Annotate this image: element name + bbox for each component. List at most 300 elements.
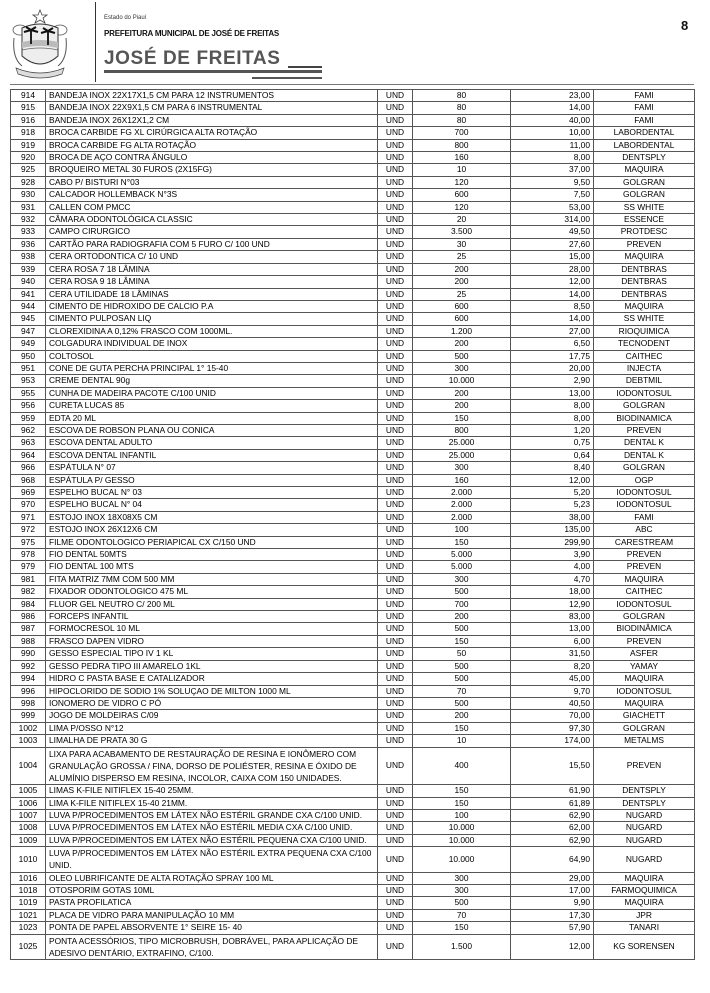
item-brand: PREVEN <box>594 635 695 647</box>
item-brand: NUGARD <box>594 809 695 821</box>
item-brand: LABORDENTAL <box>594 127 695 139</box>
table-row <box>11 102 695 114</box>
item-unit: UND <box>378 226 413 238</box>
item-unit: UND <box>378 797 413 809</box>
item-brand: GOLGRAN <box>594 400 695 412</box>
item-brand: BIODINÂMICA <box>594 623 695 635</box>
item-brand: MAQUIRA <box>594 673 695 685</box>
item-brand: BIODINAMICA <box>594 412 695 424</box>
item-unit: UND <box>378 660 413 672</box>
item-unit: UND <box>378 673 413 685</box>
table-row <box>11 189 695 201</box>
item-quantity: 600 <box>413 189 511 201</box>
item-price: 40,00 <box>511 114 594 126</box>
item-quantity: 800 <box>413 139 511 151</box>
table-row <box>11 598 695 610</box>
table-row <box>11 822 695 834</box>
item-number: 944 <box>11 300 46 312</box>
item-unit: UND <box>378 90 413 102</box>
item-description: GESSO PEDRA TIPO III AMARELO 1KL <box>46 660 378 672</box>
item-unit: UND <box>378 922 413 934</box>
item-description: FIXADOR ODONTOLOGICO 475 ML <box>46 586 378 598</box>
table-row <box>11 387 695 399</box>
item-number: 941 <box>11 288 46 300</box>
item-price: 45,00 <box>511 673 594 685</box>
item-quantity: 5.000 <box>413 561 511 573</box>
item-description: CLOREXIDINA A 0,12% FRASCO COM 1000ML. <box>46 325 378 337</box>
item-brand: TANARI <box>594 922 695 934</box>
item-description: BROCA CARBIDE FG ALTA ROTAÇÃO <box>46 139 378 151</box>
item-number: 925 <box>11 164 46 176</box>
table-row <box>11 934 695 959</box>
item-number: 1019 <box>11 897 46 909</box>
table-row <box>11 214 695 226</box>
item-number: 986 <box>11 611 46 623</box>
item-unit: UND <box>378 214 413 226</box>
item-description: OTOSPORIM GOTAS 10ML <box>46 884 378 896</box>
item-brand: IODONTOSUL <box>594 685 695 697</box>
item-unit: UND <box>378 139 413 151</box>
item-price: 49,50 <box>511 226 594 238</box>
item-description: PONTA DE PAPEL ABSORVENTE 1° SEIRE 15- 40 <box>46 922 378 934</box>
item-brand: FAMI <box>594 114 695 126</box>
item-price: 38,00 <box>511 511 594 523</box>
table-row <box>11 922 695 934</box>
item-number: 1007 <box>11 809 46 821</box>
item-unit: UND <box>378 474 413 486</box>
item-brand: PREVEN <box>594 549 695 561</box>
item-number: 951 <box>11 362 46 374</box>
table-row <box>11 474 695 486</box>
item-brand: ASFER <box>594 648 695 660</box>
item-price: 1,20 <box>511 424 594 436</box>
item-price: 12,00 <box>511 474 594 486</box>
item-quantity: 2.000 <box>413 487 511 499</box>
item-brand: GOLGRAN <box>594 462 695 474</box>
city-title: JOSÉ DE FREITAS <box>104 48 281 69</box>
state-label: Estado do Piauí <box>104 15 147 21</box>
item-price: 15,50 <box>511 747 594 785</box>
item-price: 6,50 <box>511 338 594 350</box>
item-brand: FARMOQUIMICA <box>594 884 695 896</box>
item-price: 17,30 <box>511 909 594 921</box>
item-brand: SS WHITE <box>594 313 695 325</box>
item-description: LIMA P/OSSO N°12 <box>46 722 378 734</box>
item-price: 0,64 <box>511 449 594 461</box>
item-quantity: 150 <box>413 797 511 809</box>
table-row <box>11 511 695 523</box>
table-row <box>11 797 695 809</box>
item-brand: IODONTOSUL <box>594 387 695 399</box>
item-unit: UND <box>378 611 413 623</box>
item-description: GESSO ESPECIAL TIPO IV 1 KL <box>46 648 378 660</box>
table-row <box>11 325 695 337</box>
item-unit: UND <box>378 387 413 399</box>
item-brand: PROTDESC <box>594 226 695 238</box>
item-price: 83,00 <box>511 611 594 623</box>
item-quantity: 2.000 <box>413 499 511 511</box>
item-price: 13,00 <box>511 387 594 399</box>
item-price: 12,90 <box>511 598 594 610</box>
item-description: ESTOJO INOX 18X08X5 CM <box>46 511 378 523</box>
item-price: 9,50 <box>511 176 594 188</box>
item-price: 11,00 <box>511 139 594 151</box>
item-price: 299,90 <box>511 536 594 548</box>
item-quantity: 120 <box>413 201 511 213</box>
item-quantity: 160 <box>413 474 511 486</box>
item-quantity: 200 <box>413 338 511 350</box>
table-row <box>11 809 695 821</box>
item-number: 992 <box>11 660 46 672</box>
item-description: ESPELHO BUCAL N° 03 <box>46 487 378 499</box>
item-unit: UND <box>378 598 413 610</box>
item-unit: UND <box>378 710 413 722</box>
item-price: 17,00 <box>511 884 594 896</box>
table-row <box>11 536 695 548</box>
item-description: COLTOSOL <box>46 350 378 362</box>
table-row <box>11 139 695 151</box>
item-number: 987 <box>11 623 46 635</box>
item-description: CURETA LUCAS 85 <box>46 400 378 412</box>
table-row <box>11 611 695 623</box>
item-description: BANDEJA INOX 26X12X1,2 CM <box>46 114 378 126</box>
prefecture-title: PREFEITURA MUNICIPAL DE JOSÉ DE FREITAS <box>104 29 280 38</box>
header-rule <box>10 84 694 85</box>
item-quantity: 150 <box>413 722 511 734</box>
item-price: 37,00 <box>511 164 594 176</box>
item-brand: NUGARD <box>594 822 695 834</box>
item-price: 29,00 <box>511 872 594 884</box>
table-row <box>11 697 695 709</box>
item-unit: UND <box>378 350 413 362</box>
table-row <box>11 586 695 598</box>
item-unit: UND <box>378 747 413 785</box>
item-quantity: 200 <box>413 276 511 288</box>
item-brand: MAQUIRA <box>594 164 695 176</box>
table-row <box>11 201 695 213</box>
item-quantity: 10.000 <box>413 847 511 872</box>
item-unit: UND <box>378 114 413 126</box>
item-description: COLGADURA INDIVIDUAL DE INOX <box>46 338 378 350</box>
item-number: 990 <box>11 648 46 660</box>
item-price: 4,70 <box>511 573 594 585</box>
item-unit: UND <box>378 176 413 188</box>
item-quantity: 120 <box>413 176 511 188</box>
item-unit: UND <box>378 127 413 139</box>
item-price: 8,00 <box>511 412 594 424</box>
item-number: 970 <box>11 499 46 511</box>
table-row <box>11 424 695 436</box>
table-row <box>11 561 695 573</box>
item-description: FIO DENTAL 50MTS <box>46 549 378 561</box>
table-row <box>11 660 695 672</box>
item-number: 1016 <box>11 872 46 884</box>
item-quantity: 300 <box>413 884 511 896</box>
item-number: 963 <box>11 437 46 449</box>
table-row <box>11 313 695 325</box>
table-row <box>11 176 695 188</box>
item-price: 31,50 <box>511 648 594 660</box>
item-number: 1018 <box>11 884 46 896</box>
item-description: CARTÃO PARA RADIOGRAFIA COM 5 FURO C/ 100 UND <box>46 238 378 250</box>
item-number: 1006 <box>11 797 46 809</box>
item-price: 97,30 <box>511 722 594 734</box>
item-unit: UND <box>378 872 413 884</box>
item-number: 953 <box>11 375 46 387</box>
item-number: 981 <box>11 573 46 585</box>
item-price: 9,70 <box>511 685 594 697</box>
item-brand: JPR <box>594 909 695 921</box>
item-description: CERA ROSA 7 18 LÂMINA <box>46 263 378 275</box>
item-description: CREME DENTAL 90g <box>46 375 378 387</box>
item-description: PONTA ACESSÓRIOS, TIPO MICROBRUSH, DOBRÁVEL, PARA APLICAÇÃO DE ADESIVO DENTÁRIO, EXTRAFINO, C/100. <box>46 934 378 959</box>
item-price: 174,00 <box>511 735 594 747</box>
item-unit: UND <box>378 561 413 573</box>
item-brand: DENTSPLY <box>594 152 695 164</box>
table-row <box>11 412 695 424</box>
item-unit: UND <box>378 437 413 449</box>
item-number: 938 <box>11 251 46 263</box>
table-row <box>11 872 695 884</box>
item-quantity: 25 <box>413 288 511 300</box>
item-quantity: 100 <box>413 809 511 821</box>
item-description: ESCOVA DENTAL ADULTO <box>46 437 378 449</box>
item-unit: UND <box>378 635 413 647</box>
item-price: 14,00 <box>511 313 594 325</box>
item-price: 70,00 <box>511 710 594 722</box>
item-number: 955 <box>11 387 46 399</box>
item-description: LIMALHA DE PRATA 30 G <box>46 735 378 747</box>
decorative-bar <box>252 77 322 79</box>
item-brand: OGP <box>594 474 695 486</box>
item-number: 998 <box>11 697 46 709</box>
table-row <box>11 747 695 785</box>
item-quantity: 10.000 <box>413 834 511 846</box>
item-unit: UND <box>378 809 413 821</box>
item-price: 12,00 <box>511 276 594 288</box>
table-row <box>11 226 695 238</box>
item-number: 971 <box>11 511 46 523</box>
table-row <box>11 710 695 722</box>
item-price: 2,90 <box>511 375 594 387</box>
item-quantity: 150 <box>413 536 511 548</box>
item-quantity: 500 <box>413 350 511 362</box>
item-description: EDTA 20 ML <box>46 412 378 424</box>
item-price: 9,90 <box>511 897 594 909</box>
table-row <box>11 350 695 362</box>
item-brand: MAQUIRA <box>594 872 695 884</box>
item-quantity: 150 <box>413 635 511 647</box>
item-description: CALCADOR HOLLEMBACK N°3S <box>46 189 378 201</box>
item-description: ESPÁTULA N° 07 <box>46 462 378 474</box>
item-quantity: 1.500 <box>413 934 511 959</box>
item-description: CERA UTILIDADE 18 LÂMINAS <box>46 288 378 300</box>
item-quantity: 500 <box>413 586 511 598</box>
item-description: FITA MATRIZ 7MM COM 500 MM <box>46 573 378 585</box>
item-brand: DENTBRAS <box>594 288 695 300</box>
item-number: 918 <box>11 127 46 139</box>
page-header <box>0 0 710 88</box>
item-unit: UND <box>378 697 413 709</box>
item-quantity: 70 <box>413 909 511 921</box>
item-quantity: 2.000 <box>413 511 511 523</box>
item-number: 966 <box>11 462 46 474</box>
item-brand: FAMI <box>594 102 695 114</box>
item-quantity: 150 <box>413 922 511 934</box>
item-quantity: 300 <box>413 462 511 474</box>
item-unit: UND <box>378 288 413 300</box>
item-description: FRASCO DAPEN VIDRO <box>46 635 378 647</box>
item-number: 969 <box>11 487 46 499</box>
item-quantity: 500 <box>413 660 511 672</box>
item-unit: UND <box>378 722 413 734</box>
table-row <box>11 164 695 176</box>
item-description: BANDEJA INOX 22X9X1,5 CM PARA 6 INSTRUMENTAL <box>46 102 378 114</box>
item-number: 972 <box>11 524 46 536</box>
item-description: CIMENTO DE HIDROXIDO DE CALCIO P.A <box>46 300 378 312</box>
item-brand: CARESTREAM <box>594 536 695 548</box>
item-description: CIMENTO PULPOSAN LIQ <box>46 313 378 325</box>
item-brand: MAQUIRA <box>594 573 695 585</box>
item-price: 6,00 <box>511 635 594 647</box>
item-price: 8,40 <box>511 462 594 474</box>
item-number: 994 <box>11 673 46 685</box>
item-price: 12,00 <box>511 934 594 959</box>
item-number: 1004 <box>11 747 46 785</box>
item-unit: UND <box>378 524 413 536</box>
item-brand: GOLGRAN <box>594 611 695 623</box>
item-unit: UND <box>378 276 413 288</box>
item-brand: KG SORENSEN <box>594 934 695 959</box>
item-quantity: 1.200 <box>413 325 511 337</box>
item-quantity: 400 <box>413 747 511 785</box>
item-brand: PREVEN <box>594 747 695 785</box>
item-brand: FAMI <box>594 90 695 102</box>
item-unit: UND <box>378 847 413 872</box>
item-price: 62,90 <box>511 834 594 846</box>
item-brand: DENTAL K <box>594 437 695 449</box>
item-quantity: 200 <box>413 400 511 412</box>
item-price: 13,00 <box>511 623 594 635</box>
table-row <box>11 735 695 747</box>
item-number: 933 <box>11 226 46 238</box>
item-quantity: 300 <box>413 872 511 884</box>
item-description: PASTA PROFILATICA <box>46 897 378 909</box>
item-description: LUVA P/PROCEDIMENTOS EM LÁTEX NÃO ESTÉRIL EXTRA PEQUENA CXA C/100 UNID. <box>46 847 378 872</box>
item-unit: UND <box>378 325 413 337</box>
table-row <box>11 673 695 685</box>
item-quantity: 5.000 <box>413 549 511 561</box>
item-number: 950 <box>11 350 46 362</box>
page-number: 8 <box>681 18 689 33</box>
item-brand: CAITHEC <box>594 350 695 362</box>
table-row <box>11 897 695 909</box>
item-quantity: 500 <box>413 673 511 685</box>
item-unit: UND <box>378 884 413 896</box>
table-row <box>11 152 695 164</box>
item-unit: UND <box>378 511 413 523</box>
item-price: 14,00 <box>511 102 594 114</box>
items-table-body <box>11 90 695 960</box>
table-row <box>11 338 695 350</box>
item-price: 62,90 <box>511 809 594 821</box>
item-price: 61,89 <box>511 797 594 809</box>
item-number: 931 <box>11 201 46 213</box>
table-row <box>11 400 695 412</box>
item-description: BANDEJA INOX 22X17X1,5 CM PARA 12 INSTRUMENTOS <box>46 90 378 102</box>
item-description: IONOMERO DE VIDRO C PÓ <box>46 697 378 709</box>
item-brand: DENTSPLY <box>594 797 695 809</box>
item-number: 996 <box>11 685 46 697</box>
item-unit: UND <box>378 152 413 164</box>
item-quantity: 500 <box>413 897 511 909</box>
item-number: 930 <box>11 189 46 201</box>
item-unit: UND <box>378 462 413 474</box>
table-row <box>11 238 695 250</box>
item-price: 27,00 <box>511 325 594 337</box>
item-number: 939 <box>11 263 46 275</box>
item-unit: UND <box>378 648 413 660</box>
table-row <box>11 300 695 312</box>
item-unit: UND <box>378 362 413 374</box>
item-unit: UND <box>378 934 413 959</box>
item-description: HIDRO C PASTA BASE E CATALIZADOR <box>46 673 378 685</box>
item-brand: MAQUIRA <box>594 897 695 909</box>
item-number: 979 <box>11 561 46 573</box>
item-description: FORMOCRESOL 10 ML <box>46 623 378 635</box>
item-price: 62,00 <box>511 822 594 834</box>
item-quantity: 10.000 <box>413 375 511 387</box>
item-quantity: 100 <box>413 524 511 536</box>
item-description: FIO DENTAL 100 MTS <box>46 561 378 573</box>
item-brand: GOLGRAN <box>594 176 695 188</box>
item-description: CONE DE GUTA PERCHA PRINCIPAL 1° 15-40 <box>46 362 378 374</box>
item-quantity: 700 <box>413 127 511 139</box>
item-price: 8,20 <box>511 660 594 672</box>
item-brand: DENTBRAS <box>594 263 695 275</box>
item-description: OLEO LUBRIFICANTE DE ALTA ROTAÇÃO SPRAY 100 ML <box>46 872 378 884</box>
item-brand: YAMAY <box>594 660 695 672</box>
item-brand: PREVEN <box>594 424 695 436</box>
item-price: 314,00 <box>511 214 594 226</box>
item-unit: UND <box>378 449 413 461</box>
items-table <box>10 89 695 960</box>
table-row <box>11 623 695 635</box>
item-price: 5,20 <box>511 487 594 499</box>
item-brand: MAQUIRA <box>594 251 695 263</box>
table-row <box>11 375 695 387</box>
item-description: JOGO DE MOLDEIRAS C/09 <box>46 710 378 722</box>
item-number: 928 <box>11 176 46 188</box>
decorative-bar <box>288 66 322 68</box>
item-description: LIXA PARA ACABAMENTO DE RESTAURAÇÃO DE RESINA E IONÔMERO COM GRANULAÇÃO GROSSA / FINA, DORSO DE POLIÉSTER, RESINA E ÓXIDO DE ALUMÍNIO DISPERSO EM RESINA, INCOLOR, CAIXA COM 150 UNIDADES. <box>46 747 378 785</box>
item-quantity: 30 <box>413 238 511 250</box>
item-description: FLUOR GEL NEUTRO C/ 200 ML <box>46 598 378 610</box>
table-row <box>11 362 695 374</box>
item-unit: UND <box>378 536 413 548</box>
item-unit: UND <box>378 400 413 412</box>
item-brand: INJECTA <box>594 362 695 374</box>
item-description: CERA ORTODONTICA C/ 10 UND <box>46 251 378 263</box>
item-description: CABO P/ BISTURI N°03 <box>46 176 378 188</box>
item-quantity: 150 <box>413 412 511 424</box>
item-brand: CAITHEC <box>594 586 695 598</box>
item-unit: UND <box>378 573 413 585</box>
item-number: 999 <box>11 710 46 722</box>
municipal-coat-of-arms-icon <box>8 8 72 82</box>
table-row <box>11 127 695 139</box>
item-number: 940 <box>11 276 46 288</box>
